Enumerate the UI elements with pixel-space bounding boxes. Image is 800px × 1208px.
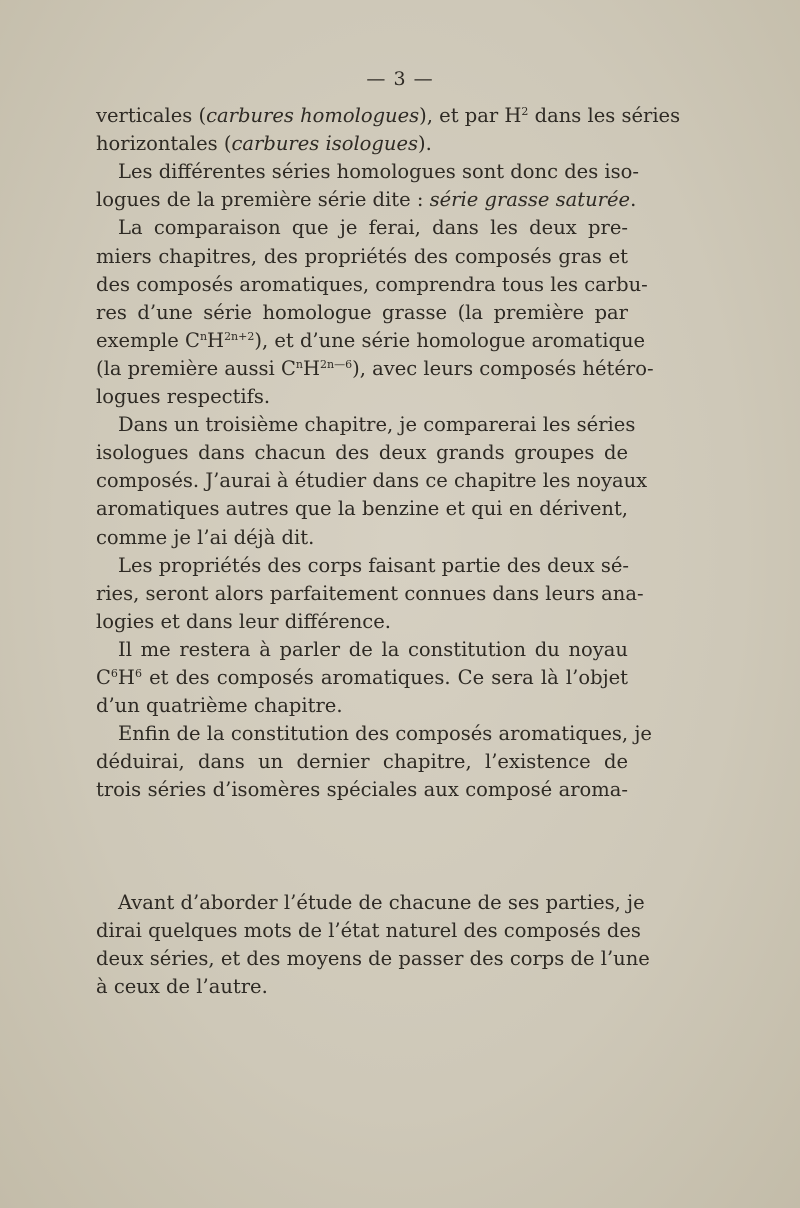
text-line: miers chapitres, des propriétés des composés gras et — [96, 244, 628, 268]
text-line: Enfin de la constitution des composés aromatiques, je — [118, 722, 652, 746]
text-line: des composés aromatiques, comprendra tous les carbu- — [96, 272, 648, 296]
text-line: res d’une série homologue grasse (la première par — [96, 300, 628, 324]
text-line: logues respectifs. — [96, 385, 271, 408]
text-line: trois séries d’isomères spéciales aux composé aroma- — [96, 778, 628, 802]
text-line: verticales (carbures homologues), et par $H^2$ dans les séries — [96, 104, 681, 127]
text-line: Avant d’aborder l’étude de chacune de ses parties, je — [118, 890, 645, 914]
text-line: aromatiques autres que la benzine et qui en dérivent, — [96, 497, 628, 521]
text-line: Les différentes séries homologues sont donc des iso- — [118, 160, 639, 184]
page-number: — 3 — — [366, 68, 434, 90]
text-line: à ceux de l’autre. — [96, 974, 268, 998]
text-line: exemple $C^nH^{2n+2}$), et d’une série homologue aromatique — [96, 328, 646, 352]
text-line: Il me restera à parler de la constitution du noyau — [118, 637, 628, 661]
text-line: logies et dans leur différence. — [96, 609, 391, 633]
text-line: deux séries, et des moyens de passer des corps de l’une — [96, 946, 650, 970]
text-line: logues de la première série dite : série grasse saturée. — [96, 188, 637, 212]
text-line: déduirai, dans un dernier chapitre, l’existence de — [96, 750, 628, 774]
text-line: $C^6H^6$ et des composés aromatiques. Ce sera là l’objet — [96, 666, 628, 689]
text-line: comme je l’ai déjà dit. — [96, 525, 315, 549]
text-line: Dans un troisième chapitre, je comparerai les séries — [118, 413, 636, 437]
text-line: ries, seront alors parfaitement connues dans leurs ana- — [96, 581, 644, 605]
text-line: horizontales (carbures isologues). — [96, 132, 432, 156]
text-line: dirai quelques mots de l’état naturel des composés des — [96, 918, 641, 942]
text-line: d’un quatrième chapitre. — [96, 694, 343, 718]
text-line: (la première aussi $C^nH^{2n—6}$), avec leurs composés hétéro- — [96, 356, 654, 380]
text-line: La comparaison que je ferai, dans les deux pre- — [118, 216, 628, 240]
text-line: isologues dans chacun des deux grands groupes de — [96, 441, 628, 465]
text-line: composés. J’aurai à étudier dans ce chapitre les noyaux — [96, 469, 648, 493]
text-line: Les propriétés des corps faisant partie des deux sé- — [118, 553, 629, 577]
